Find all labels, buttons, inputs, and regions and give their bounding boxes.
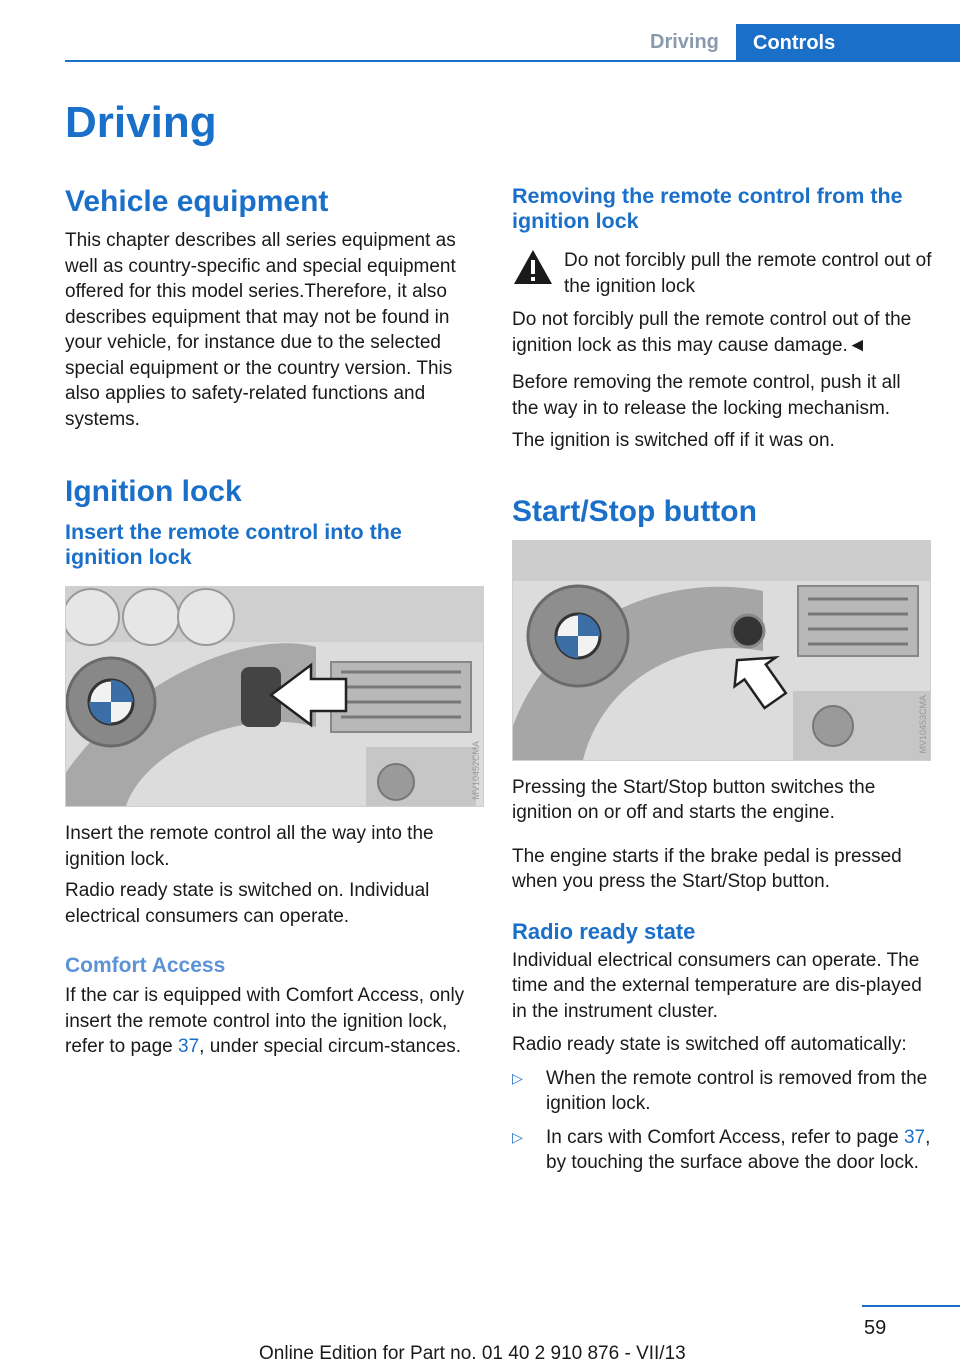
start-stop-illustration — [513, 541, 930, 760]
bullet-arrow-icon: ▷ — [512, 1069, 523, 1086]
radio-ready-on-text: Radio ready state is switched on. Individual electrical consumers can operate. — [65, 880, 430, 927]
engine-start-text: The engine starts if the brake pedal is pressed when you press the Start/Stop button. — [512, 845, 902, 892]
warning-title: Do not forcibly pull the remote control out of the ignition lock — [564, 250, 932, 297]
radio-ready-heading: Radio ready state — [512, 918, 696, 944]
ignition-lock-figure — [65, 586, 484, 807]
page-link-37[interactable]: 37 — [903, 1126, 926, 1148]
radio-ready-text: Individual electrical consumers can operate. The time and the external temperature are dis‐played in the instrument cluster. — [512, 949, 922, 1022]
header-chapter-tab[interactable]: Controls — [736, 24, 960, 62]
page-number: 59 — [864, 1317, 887, 1339]
vehicle-equipment-text: This chapter describes all series equipment as well as country-specific and special equipment offered for this model series.Therefore, it also describes equipment that may not be found in your vehicle, for instance due to the selected special equipment or the country version. This also applies to safety-related functions and systems. — [65, 230, 456, 430]
push-in-text: Before removing the remote control, push it all the way in to release the locking mechanism. — [512, 372, 901, 419]
comfort-access-heading: Comfort Access — [65, 954, 226, 977]
warning-triangle-icon — [512, 248, 554, 286]
radio-ready-off-text: Radio ready state is switched off automatically: — [512, 1034, 907, 1055]
edition-footer: Online Edition for Part no. 01 40 2 910 876 - VII/13 — [259, 1343, 686, 1364]
ignition-lock-heading: Ignition lock — [65, 475, 242, 508]
left-column — [65, 184, 485, 1060]
bullet-arrow-icon: ▷ — [512, 1128, 523, 1145]
vehicle-equipment-heading: Vehicle equipment — [65, 185, 329, 218]
header-rule — [65, 60, 960, 62]
comfort-access-text: If the car is equipped with Comfort Access, only insert the remote control into the ignition lock, refer to page 37, under special circum‐stances. — [65, 985, 465, 1057]
figure-id: MV10453CMA — [918, 694, 928, 754]
radio-ready-list — [512, 1066, 932, 1176]
start-stop-heading: Start/Stop button — [512, 494, 757, 528]
steering-wheel-illustration — [66, 587, 483, 806]
list-item: ▷ When the remote control is removed from the ignition lock. — [512, 1066, 932, 1117]
list-item: ▷ In cars with Comfort Access, refer to page 37, by touching the surface above the door lock. — [512, 1125, 932, 1176]
warning-text: Do not forcibly pull the remote control out of the ignition lock as this may cause damage.◄ — [512, 309, 912, 356]
page-title: Driving — [65, 98, 217, 147]
start-stop-figure — [512, 540, 931, 761]
removing-remote-heading: Removing the remote control from the ignition lock — [512, 184, 903, 233]
page-link-37[interactable]: 37 — [178, 1036, 200, 1057]
figure-id: MV10452CMA — [471, 741, 481, 800]
insert-remote-text: Insert the remote control all the way into the ignition lock. — [65, 823, 434, 870]
start-stop-text: Pressing the Start/Stop button switches the ignition on or off and starts the engine. — [512, 776, 876, 823]
warning-block — [512, 248, 932, 299]
ignition-off-text: The ignition is switched off if it was on. — [512, 430, 835, 451]
header-section: Driving — [650, 31, 719, 53]
right-column — [512, 184, 932, 1184]
insert-remote-heading: Insert the remote control into the ignition lock — [65, 520, 402, 569]
footer-rule — [862, 1305, 960, 1307]
